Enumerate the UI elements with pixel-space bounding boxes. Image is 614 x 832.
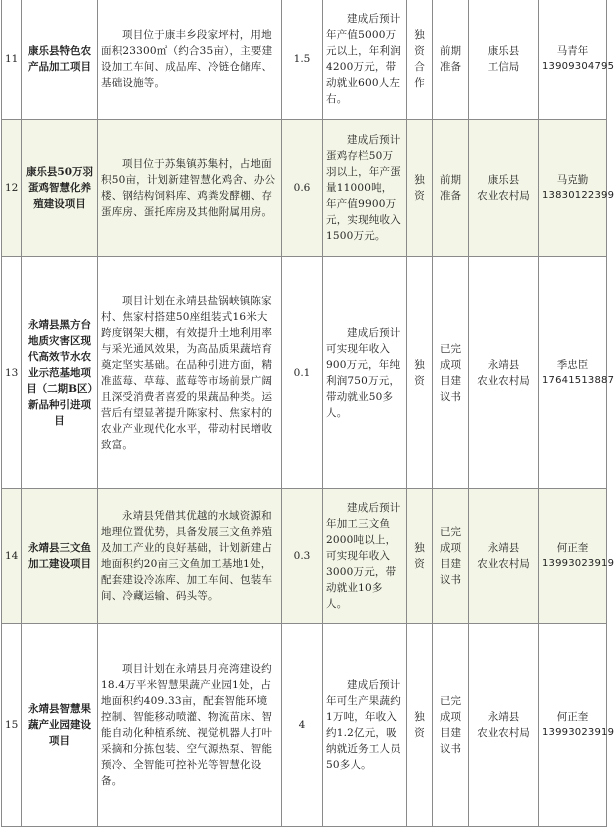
unit-county: 永靖县 xyxy=(487,542,520,554)
project-stage: 已完成项目建议书 xyxy=(433,624,469,827)
expected-benefit: 建成后预计可实现年收入900万元，年纯利润750万元，带动就业50多人。 xyxy=(323,257,407,489)
cooperation-mode: 独资 xyxy=(407,257,433,489)
responsible-unit xyxy=(469,120,539,257)
investment-amount: 0.6 xyxy=(282,120,323,257)
project-stage: 已完成项目建议书 xyxy=(433,489,469,624)
expected-benefit: 建成后预计蛋鸡存栏50万羽以上，年产蛋量11000吨，年产值9900万元，实现纯收入1500万元。 xyxy=(323,120,407,257)
contact-name: 马克勤 xyxy=(556,174,589,186)
unit-county: 康乐县 xyxy=(487,45,520,57)
unit-bureau: 农业农村局 xyxy=(477,374,530,387)
project-stage: 前期准备 xyxy=(433,120,469,257)
cooperation-mode: 独资合作 xyxy=(407,0,433,120)
responsible-unit xyxy=(469,624,539,827)
row-number: 11 xyxy=(2,0,22,120)
contact-info xyxy=(539,120,614,257)
unit-bureau: 农业农村局 xyxy=(477,190,530,202)
project-content: 项目计划在永靖县月亮湾建设约18.4万平米智慧果蔬产业园1处，占地面积约409.33亩，配套智能环境控制、智能移动喷灌、物流苗床、智能自动化种植系统、视觉机器人打叶采摘和分拣包装、空气源热泵、智能预冷、全智能可控补光等智慧化设备。 xyxy=(98,624,282,827)
contact-name: 马青年 xyxy=(556,45,589,57)
cooperation-mode: 独资 xyxy=(407,489,433,624)
project-name: 永靖县黑方台地质灾害区现代高效节水农业示范基地项目（二期B区）新品种引进项目 xyxy=(22,257,98,489)
responsible-unit xyxy=(469,489,539,624)
project-stage: 已完成项目建议书 xyxy=(433,257,469,489)
unit-county: 永靖县 xyxy=(487,358,520,371)
project-name: 永靖县三文鱼加工建设项目 xyxy=(22,489,98,624)
contact-info xyxy=(539,624,614,827)
project-content: 项目位于康丰乡段家坪村，用地面积23300㎡（约合35亩），主要建设加工车间、成品库、冷链仓储库、基础设施等。 xyxy=(98,0,282,120)
contact-info xyxy=(539,489,614,624)
row-number: 13 xyxy=(2,257,22,489)
contact-name: 何正奎 xyxy=(556,542,589,554)
contact-phone: 13993023919 xyxy=(542,558,614,569)
project-name: 康乐县50万羽蛋鸡智慧化养殖建设项目 xyxy=(22,120,98,257)
expected-benefit: 建成后预计年加工三文鱼2000吨以上，可实现年收入3000万元，带动就业10多人。 xyxy=(323,489,407,624)
project-stage: 前期准备 xyxy=(433,0,469,120)
table-row xyxy=(2,120,607,257)
contact-phone: 17641513887 xyxy=(542,374,614,386)
unit-bureau: 农业农村局 xyxy=(477,727,530,739)
contact-phone: 13993023919 xyxy=(542,727,614,738)
unit-county: 永靖县 xyxy=(487,711,520,723)
contact-info xyxy=(539,257,614,489)
row-number: 12 xyxy=(2,120,22,257)
table-row xyxy=(2,489,607,624)
project-content: 永靖县凭借其优越的水域资源和地理位置优势，具备发展三文鱼养殖及加工产业的良好基础，计划新建占地面积约20亩三文鱼加工基地1处，配套建设冷冻库、加工车间、包装车间、冷藏运输、码头等。 xyxy=(98,489,282,624)
cooperation-mode: 独资 xyxy=(407,120,433,257)
row-number: 15 xyxy=(2,624,22,827)
responsible-unit xyxy=(469,257,539,489)
contact-info xyxy=(539,0,614,120)
row-number: 14 xyxy=(2,489,22,624)
investment-amount: 0.3 xyxy=(282,489,323,624)
project-content: 项目位于苏集镇苏集村，占地面积50亩，计划新建智慧化鸡舍、办公楼、钢结构饲料库、鸡粪发酵棚、存蛋库房、蛋托库房及其他附属用房。 xyxy=(98,120,282,257)
contact-phone: 13830122399 xyxy=(542,190,614,201)
unit-bureau: 工信局 xyxy=(487,61,520,73)
project-name: 康乐县特色农产品加工项目 xyxy=(22,0,98,120)
project-content: 项目计划在永靖县盐锅峡镇陈家村、焦家村搭建50座组装式16米大跨度钢架大棚，有效提升土地利用率与采光通风效果，为高品质果蔬培育奠定坚实基础。在品种引进方面，精准蓝莓、草莓、蓝莓等市场前景广阔且深受消费者喜爱的果蔬品种类。运营后有望显著提升陈家村、焦家村的农业产业现代化水平，带动村民增收致富。 xyxy=(98,257,282,489)
responsible-unit xyxy=(469,0,539,120)
unit-bureau: 农业农村局 xyxy=(477,558,530,570)
table-row xyxy=(2,0,607,120)
contact-name: 何正奎 xyxy=(556,711,589,723)
project-name: 永靖县智慧果蔬产业园建设项目 xyxy=(22,624,98,827)
investment-amount: 1.5 xyxy=(282,0,323,120)
expected-benefit: 建成后预计年可生产果蔬约1万吨，年收入约1.2亿元，吸纳就近务工人员50多人。 xyxy=(323,624,407,827)
cooperation-mode: 独资 xyxy=(407,624,433,827)
unit-county: 康乐县 xyxy=(487,174,520,186)
investment-amount: 4 xyxy=(282,624,323,827)
expected-benefit: 建成后预计年产值5000万元以上，年利润4200万元，带动就业600人左右。 xyxy=(323,0,407,120)
contact-phone: 13909304795 xyxy=(542,61,614,72)
project-table xyxy=(1,0,614,827)
table-row xyxy=(2,624,607,827)
table-row xyxy=(2,257,607,489)
contact-name: 季忠臣 xyxy=(556,358,589,371)
investment-amount: 0.1 xyxy=(282,257,323,489)
